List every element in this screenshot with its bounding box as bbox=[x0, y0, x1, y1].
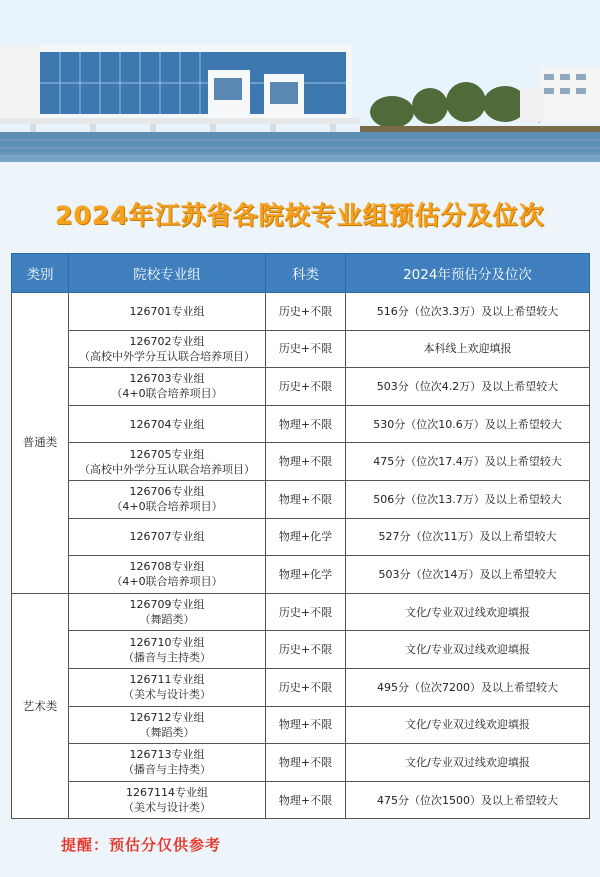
group-cell bbox=[69, 744, 266, 782]
subject-cell: 物理+不限 bbox=[266, 706, 346, 744]
score-cell: 文化/专业双过线欢迎填报 bbox=[346, 744, 590, 782]
group-code: 126712专业组 bbox=[129, 710, 205, 724]
group-cell bbox=[69, 480, 266, 518]
table-row bbox=[12, 781, 590, 819]
score-cell: 475分（位次17.4万）及以上希望较大 bbox=[346, 443, 590, 481]
group-note: （4+0联合培养项目） bbox=[111, 575, 223, 589]
header-subject: 科类 bbox=[266, 254, 346, 293]
subject-cell: 物理+不限 bbox=[266, 781, 346, 819]
score-cell: 本科线上欢迎填报 bbox=[346, 330, 590, 368]
page-title: 2024年江苏省各院校专业组预估分及位次 bbox=[55, 201, 545, 230]
category-cell: 普通类 bbox=[12, 293, 69, 594]
group-code: 126704专业组 bbox=[129, 417, 205, 431]
group-note: （舞蹈类） bbox=[139, 613, 195, 627]
table-header-row bbox=[12, 254, 590, 293]
header-category: 类别 bbox=[12, 254, 69, 293]
table-row bbox=[12, 631, 590, 669]
group-note: （舞蹈类） bbox=[139, 725, 195, 739]
group-cell bbox=[69, 668, 266, 706]
group-note: （播音与主持类） bbox=[123, 650, 211, 664]
subject-cell: 历史+不限 bbox=[266, 593, 346, 631]
table-row bbox=[12, 518, 590, 556]
table-row bbox=[12, 593, 590, 631]
score-table bbox=[11, 253, 590, 819]
group-cell bbox=[69, 405, 266, 443]
score-cell: 495分（位次7200）及以上希望较大 bbox=[346, 668, 590, 706]
subject-cell: 历史+不限 bbox=[266, 330, 346, 368]
score-cell: 文化/专业双过线欢迎填报 bbox=[346, 631, 590, 669]
category-cell: 艺术类 bbox=[12, 593, 69, 819]
subject-cell: 物理+不限 bbox=[266, 480, 346, 518]
table-row bbox=[12, 706, 590, 744]
group-cell bbox=[69, 631, 266, 669]
score-cell: 527分（位次11万）及以上希望较大 bbox=[346, 518, 590, 556]
subject-cell: 历史+不限 bbox=[266, 368, 346, 406]
table-row bbox=[12, 668, 590, 706]
group-cell bbox=[69, 293, 266, 331]
table-row bbox=[12, 443, 590, 481]
group-code: 126709专业组 bbox=[129, 598, 205, 612]
group-cell bbox=[69, 330, 266, 368]
group-cell bbox=[69, 781, 266, 819]
group-note: （4+0联合培养项目） bbox=[111, 387, 223, 401]
score-cell: 530分（位次10.6万）及以上希望较大 bbox=[346, 405, 590, 443]
group-cell bbox=[69, 368, 266, 406]
table-row bbox=[12, 293, 590, 331]
table-row bbox=[12, 330, 590, 368]
group-code: 126706专业组 bbox=[129, 485, 205, 499]
group-code: 126702专业组 bbox=[129, 334, 205, 348]
group-note: （美术与设计类） bbox=[123, 801, 211, 815]
group-cell bbox=[69, 518, 266, 556]
group-code: 1267114专业组 bbox=[126, 786, 208, 800]
group-code: 126705专业组 bbox=[129, 447, 205, 461]
group-code: 126713专业组 bbox=[129, 748, 205, 762]
group-code: 126710专业组 bbox=[129, 635, 205, 649]
score-cell: 文化/专业双过线欢迎填报 bbox=[346, 706, 590, 744]
group-note: （高校中外学分互认联合培养项目） bbox=[79, 349, 255, 363]
score-cell: 503分（位次4.2万）及以上希望较大 bbox=[346, 368, 590, 406]
group-note: （播音与主持类） bbox=[123, 763, 211, 777]
group-cell bbox=[69, 706, 266, 744]
table-row bbox=[12, 556, 590, 594]
table-row bbox=[12, 368, 590, 406]
subject-cell: 历史+不限 bbox=[266, 293, 346, 331]
group-code: 126701专业组 bbox=[129, 304, 205, 318]
subject-cell: 物理+不限 bbox=[266, 405, 346, 443]
group-cell bbox=[69, 556, 266, 594]
campus-photo bbox=[0, 0, 600, 162]
header-group: 院校专业组 bbox=[69, 254, 266, 293]
reminder-note: 提醒：预估分仅供参考 bbox=[61, 836, 222, 854]
table-row bbox=[12, 744, 590, 782]
subject-cell: 历史+不限 bbox=[266, 631, 346, 669]
score-cell: 516分（位次3.3万）及以上希望较大 bbox=[346, 293, 590, 331]
table-row bbox=[12, 405, 590, 443]
group-code: 126703专业组 bbox=[129, 372, 205, 386]
subject-cell: 物理+化学 bbox=[266, 556, 346, 594]
group-code: 126707专业组 bbox=[129, 530, 205, 544]
group-note: （美术与设计类） bbox=[123, 688, 211, 702]
subject-cell: 物理+不限 bbox=[266, 744, 346, 782]
group-code: 126711专业组 bbox=[129, 673, 205, 687]
group-cell bbox=[69, 443, 266, 481]
group-cell bbox=[69, 593, 266, 631]
group-code: 126708专业组 bbox=[129, 560, 205, 574]
header-score: 2024年预估分及位次 bbox=[346, 254, 590, 293]
group-note: （4+0联合培养项目） bbox=[111, 500, 223, 514]
score-cell: 506分（位次13.7万）及以上希望较大 bbox=[346, 480, 590, 518]
subject-cell: 物理+不限 bbox=[266, 443, 346, 481]
score-cell: 503分（位次14万）及以上希望较大 bbox=[346, 556, 590, 594]
group-note: （高校中外学分互认联合培养项目） bbox=[79, 462, 255, 476]
subject-cell: 历史+不限 bbox=[266, 668, 346, 706]
table-row bbox=[12, 480, 590, 518]
score-cell: 475分（位次1500）及以上希望较大 bbox=[346, 781, 590, 819]
subject-cell: 物理+化学 bbox=[266, 518, 346, 556]
score-cell: 文化/专业双过线欢迎填报 bbox=[346, 593, 590, 631]
